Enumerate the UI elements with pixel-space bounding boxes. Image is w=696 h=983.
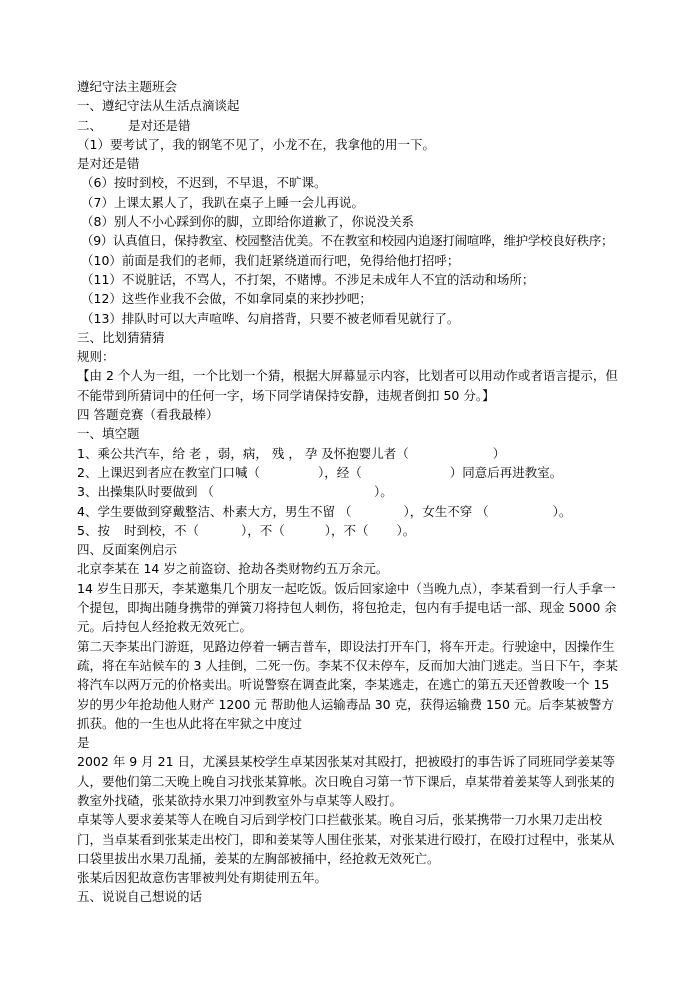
section-4b-heading: 四、反面案例启示 <box>77 542 178 558</box>
case-2-paragraph-2: 卓某等人要求姜某等人在晚自习后到学校门口拦截张某。晚自习后，张某携带一刀水果刀走出校门，当卓某看到张某走出校门，即和姜某等人围住张某，对张某进行殴打，在殴打过程中，张某从口袋里拔出水果刀乱捅，姜某的左胸部被捅中，经抢救无效死亡。 <box>77 812 615 866</box>
question-13: （13）排队时可以大声喧哗、勾肩搭背，只要不被老师看见就行了。 <box>81 310 460 326</box>
case-1-title: 北京李某在 14 岁之前盗窃、抢劫各类财物约五万余元。 <box>77 561 389 577</box>
document-body <box>77 77 622 907</box>
doc-title: 遵纪守法主题班会 <box>77 79 178 94</box>
question-9: （9）认真值日，保持教室、校园整洁优美。不在教室和校园内追逐打闹喧哗，维护学校良好秩序； <box>81 233 614 249</box>
question-10: （10）前面是我们的老师，我们赶紧绕道而行吧，免得给他打招呼； <box>81 252 460 268</box>
case-2-paragraph-3: 张某后因犯故意伤害罪被判处有期徒刑五年。 <box>77 870 328 886</box>
question-1-answer: 是对还是错 <box>77 156 140 172</box>
question-1: （1）要考试了，我的钢笔不见了，小龙不在，我拿他的用一下。 <box>77 136 435 152</box>
question-8: （8）别人不小心踩到你的脚，立即给你道歉了，你说没关系 <box>81 214 414 230</box>
question-7: （7）上课太累人了，我趴在桌子上睡一会儿再说。 <box>81 194 364 210</box>
case-1-paragraph-1: 14 岁生日那天，李某邀集几个朋友一起吃饭。饭后回家途中（当晚九点），李某看到一行人手拿一个提包，即掏出随身携带的弹簧刀将持包人刺伤，将包抢走，包内有手提电话一部、现金 5000 余元。后持包人经抢救无效死亡。 <box>77 580 617 635</box>
case-2-paragraph-1: 2002 年 9 月 21 日，尤溪县某校学生卓某因张某对其殴打，把被殴打的事告诉了同班同学姜某等人，要他们第二天晚上晚自习找张某算帐。次日晚自习第一节下课后，卓某带着姜某等人到张某的教室外找碴，张某欲持水果刀冲到教室外与卓某等人殴打。 <box>77 754 616 808</box>
section-4-heading: 四 答题竞赛（看我最棒） <box>77 407 219 423</box>
question-6: （6）按时到校，不迟到，不早退，不旷课。 <box>81 175 327 191</box>
question-11: （11）不说脏话，不骂人，不打架，不赌博。不涉足未成年人不宜的活动和场所； <box>81 271 535 287</box>
fill-blank-3: 3、出操集队时要做到 （ ）。 <box>77 484 393 500</box>
fill-blank-title: 一、填空题 <box>77 426 140 442</box>
fill-blank-4: 4、学生要做到穿戴整洁、朴素大方，男生不留 （ ），女生不穿 （ ）。 <box>77 503 572 519</box>
case-1-end: 是 <box>77 735 90 751</box>
case-1-paragraph-2: 第二天李某出门游逛，见路边停着一辆吉普车，即设法打开车门，将车开走。行驶途中，因操作生疏，将在车站候车的 3 人挂倒，二死一伤。李某不仅未停车，反而加大油门逃走。当日下午，李某将汽车以两万元的价格卖出。听说警察在调查此案，李某逃走，在逃亡的第五天还曾教唆一个 15 岁的男少年抢劫他人财产 1200 元 帮助他人运输毒品 30 克，获得运输费 150 元。后李某被警方抓获。他的一生也从此将在牢狱之中度过 <box>77 638 618 731</box>
rule-label: 规则： <box>77 349 115 365</box>
section-5-heading: 五、说说自己想说的话 <box>77 889 203 905</box>
section-2-heading: 二、 是对还是错 <box>77 117 191 133</box>
rule-text: 【由 2 个人为一组，一个比划一个猜，根据大屏幕显示内容，比划者可以用动作或者语言提示，但不能带到所猜词中的任何一字，场下同学请保持安静，违规者倒扣 50 分。】 <box>77 368 618 403</box>
fill-blank-2: 2、上课迟到者应在教室门口喊（ ），经（ ）同意后再进教室。 <box>77 464 563 480</box>
section-1-heading: 一、遵纪守法从生活点滴谈起 <box>77 98 240 114</box>
fill-blank-1: 1、乘公共汽车，给 老 ，弱，病， 残 ， 孕 及怀抱婴儿者（ ） <box>77 445 506 461</box>
question-12: （12）这些作业我不会做，不如拿同桌的来抄抄吧； <box>81 291 372 307</box>
section-3-heading: 三、比划猜猜猜 <box>77 329 165 345</box>
fill-blank-5: 5、按 时到校，不（ ），不（ ），不（ ）。 <box>77 522 416 538</box>
